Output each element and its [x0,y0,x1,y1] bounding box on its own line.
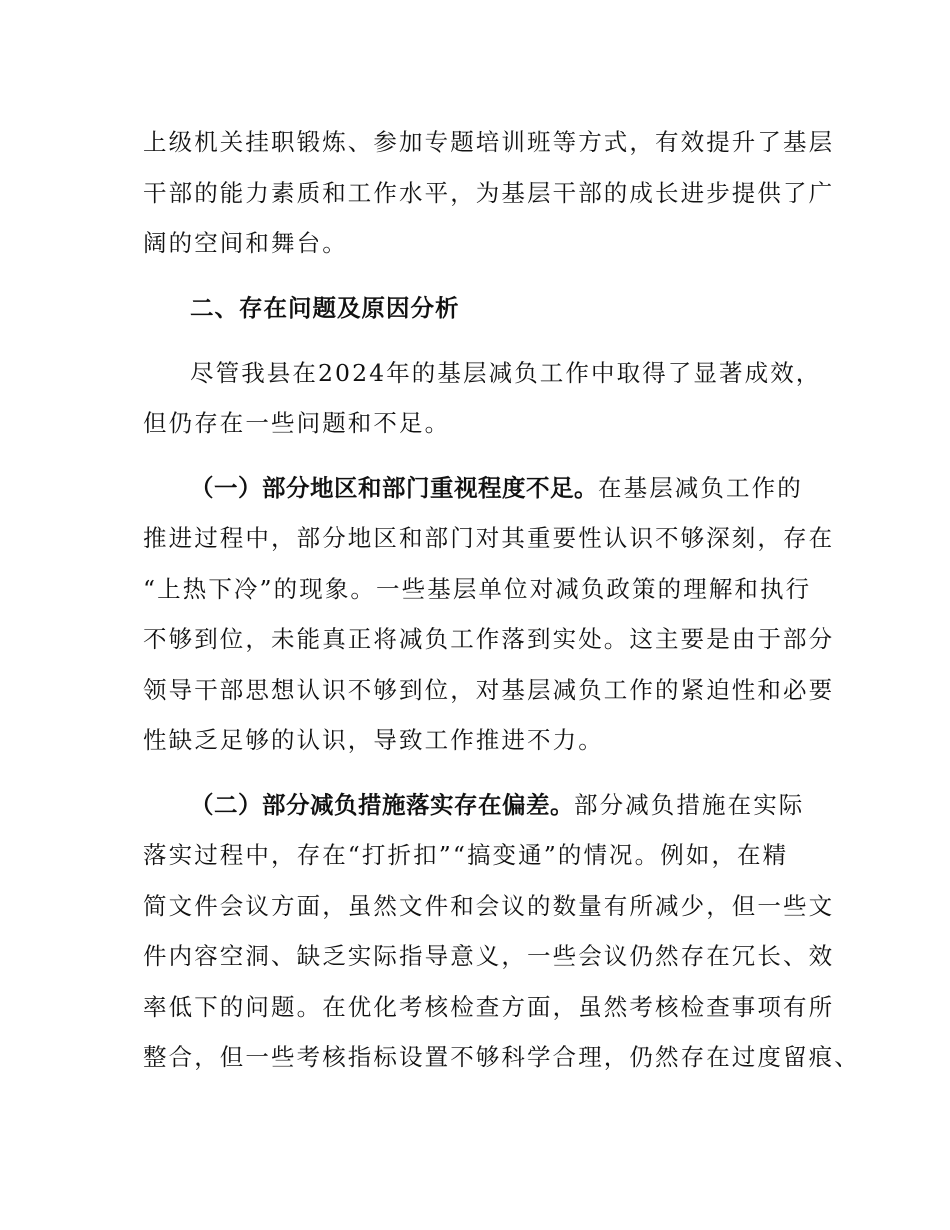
paragraph-text: 部分减负措施在实际 [574,791,805,819]
paragraph-line: 干部的能力素质和工作水平，为基层干部的成长进步提供了广 [143,179,835,207]
paragraph-line: 率低下的问题。在优化考核检查方面，虽然考核检查事项有所 [143,993,835,1021]
subsection-first-line [190,474,803,502]
paragraph-text: 在基层减负工作的 [598,474,803,502]
section-heading: 二、存在问题及原因分析 [190,294,460,322]
paragraph-line: 尽管我县在2024年的基层减负工作中取得了显著成效， [190,359,822,387]
paragraph-line: 简文件会议方面，虽然文件和会议的数量有所减少，但一些文 [143,892,835,920]
subsection-heading: （二）部分减负措施落实存在偏差。 [190,791,574,819]
subsection-first-line [190,791,805,819]
paragraph-line: 不够到位，未能真正将减负工作落到实处。这主要是由于部分 [143,625,835,653]
paragraph-line: 整合，但一些考核指标设置不够科学合理，仍然存在过度留痕、 [143,1043,860,1071]
paragraph-line: 领导干部思想认识不够到位，对基层减负工作的紧迫性和必要 [143,676,835,704]
paragraph-line: 落实过程中，存在“打折扣”“搞变通”的情况。例如，在精 [143,841,789,869]
paragraph-line: 但仍存在一些问题和不足。 [143,409,451,437]
paragraph-line: 件内容空洞、缺乏实际指导意义，一些会议仍然存在冗长、效 [143,942,835,970]
paragraph-line: 性缺乏足够的认识，导致工作推进不力。 [143,726,604,754]
paragraph-line: 阔的空间和舞台。 [143,229,348,257]
subsection-heading: （一）部分地区和部门重视程度不足。 [190,474,598,502]
paragraph-line: 推进过程中，部分地区和部门对其重要性认识不够深刻，存在 [143,524,835,552]
paragraph-line: “上热下冷”的现象。一些基层单位对减负政策的理解和执行 [143,575,812,603]
paragraph-line: 上级机关挂职锻炼、参加专题培训班等方式，有效提升了基层 [143,128,835,156]
